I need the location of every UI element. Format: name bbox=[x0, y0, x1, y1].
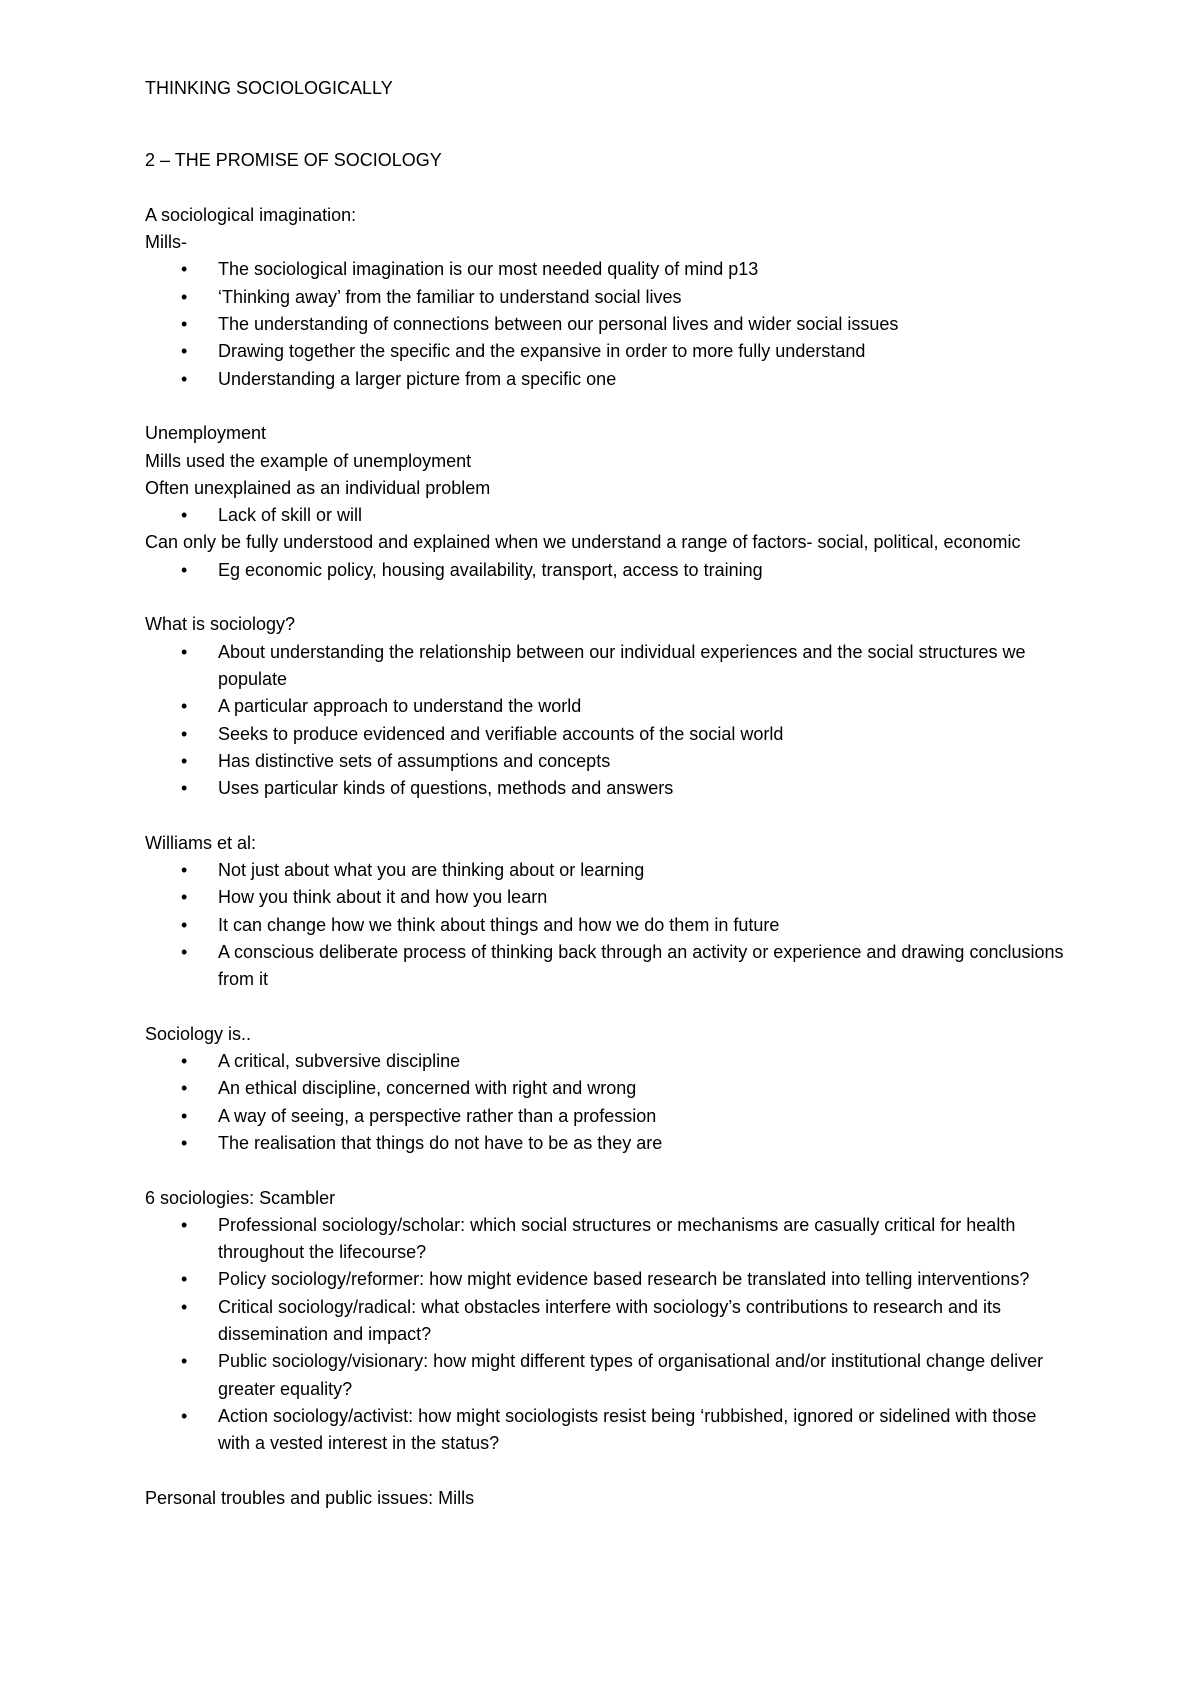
list-item-text: Not just about what you are thinking about or learning bbox=[218, 860, 645, 881]
bullet-icon: • bbox=[181, 1214, 188, 1235]
list-item bbox=[145, 748, 1070, 775]
bullet-icon: • bbox=[181, 286, 188, 307]
section-heading: Williams et al: bbox=[145, 832, 257, 853]
list-item bbox=[145, 1212, 1070, 1267]
body-text: Can only be fully understood and explained when we understand a range of factors- social, political, economic bbox=[145, 532, 1021, 553]
bullet-icon: • bbox=[181, 1078, 188, 1099]
list-item bbox=[145, 775, 1070, 802]
list-item-text: Seeks to produce evidenced and verifiable accounts of the social world bbox=[218, 723, 784, 744]
bullet-list bbox=[145, 557, 1070, 584]
list-item bbox=[145, 1048, 1070, 1075]
list-item-text: An ethical discipline, concerned with right and wrong bbox=[218, 1078, 637, 1099]
list-item-text: A particular approach to understand the world bbox=[218, 696, 582, 717]
list-item-text: About understanding the relationship between our individual experiences and the social structures we populate bbox=[218, 641, 1026, 689]
list-item-text: Policy sociology/reformer: how might evidence based research be translated into telling interventions? bbox=[218, 1269, 1030, 1290]
list-item bbox=[145, 639, 1070, 694]
list-item-text: It can change how we think about things and how we do them in future bbox=[218, 914, 780, 935]
bullet-icon: • bbox=[181, 887, 188, 908]
list-item bbox=[145, 939, 1070, 994]
bullet-icon: • bbox=[181, 368, 188, 389]
list-item bbox=[145, 721, 1070, 748]
bullet-icon: • bbox=[181, 1269, 188, 1290]
list-item-text: A critical, subversive discipline bbox=[218, 1051, 461, 1072]
list-item bbox=[145, 311, 1070, 338]
bullet-icon: • bbox=[181, 1405, 188, 1426]
bullet-icon: • bbox=[181, 860, 188, 881]
list-item-text: Action sociology/activist: how might sociologists resist being ‘rubbished, ignored or sidelined with those with a vested interest in the status? bbox=[218, 1405, 1037, 1454]
bullet-list bbox=[145, 639, 1070, 803]
body-text: Mills- bbox=[145, 232, 187, 253]
list-item-text: Lack of skill or will bbox=[218, 505, 363, 526]
section-heading: Sociology is.. bbox=[145, 1023, 252, 1044]
bullet-icon: • bbox=[181, 750, 188, 771]
section-heading: Unemployment bbox=[145, 423, 267, 444]
body-text: Often unexplained as an individual problem bbox=[145, 477, 491, 498]
list-item bbox=[145, 557, 1070, 584]
list-item bbox=[145, 912, 1070, 939]
list-item-text: How you think about it and how you learn bbox=[218, 887, 548, 908]
list-item bbox=[145, 1075, 1070, 1102]
list-item bbox=[145, 284, 1070, 311]
list-item bbox=[145, 1130, 1070, 1157]
bullet-list bbox=[145, 256, 1070, 392]
list-item bbox=[145, 857, 1070, 884]
bullet-icon: • bbox=[181, 1351, 188, 1372]
bullet-list bbox=[145, 1212, 1070, 1458]
document-header: THINKING SOCIOLOGICALLY bbox=[145, 78, 393, 98]
list-item-text: Public sociology/visionary: how might different types of organisational and/or institutional change deliver greater equality? bbox=[218, 1351, 1044, 1399]
list-item-text: Critical sociology/radical: what obstacles interfere with sociology’s contributions to research and its dissemination and impact? bbox=[218, 1296, 1002, 1345]
list-item bbox=[145, 338, 1070, 365]
bullet-icon: • bbox=[181, 259, 188, 280]
list-item-text: Professional sociology/scholar: which social structures or mechanisms are casually critical for health throughout the lifecourse? bbox=[218, 1214, 1016, 1263]
list-item-text: Drawing together the specific and the expansive in order to more fully understand bbox=[218, 341, 866, 362]
document-body bbox=[145, 202, 1070, 1485]
bullet-icon: • bbox=[181, 341, 188, 362]
bullet-icon: • bbox=[181, 1296, 188, 1317]
bullet-icon: • bbox=[181, 941, 188, 962]
bullet-icon: • bbox=[181, 1132, 188, 1153]
list-item bbox=[145, 366, 1070, 393]
list-item-text: A conscious deliberate process of thinking back through an activity or experience and drawing conclusions from it bbox=[218, 941, 1064, 990]
bullet-list bbox=[145, 1048, 1070, 1157]
list-item-text: Eg economic policy, housing availability, transport, access to training bbox=[218, 559, 763, 580]
list-item-text: A way of seeing, a perspective rather than a profession bbox=[218, 1105, 657, 1126]
bullet-icon: • bbox=[181, 778, 188, 799]
bullet-icon: • bbox=[181, 505, 188, 526]
list-item bbox=[145, 1294, 1070, 1349]
bullet-icon: • bbox=[181, 914, 188, 935]
list-item-text: Uses particular kinds of questions, methods and answers bbox=[218, 778, 674, 799]
bullet-list bbox=[145, 857, 1070, 993]
list-item-text: The sociological imagination is our most needed quality of mind p13 bbox=[218, 259, 759, 280]
bullet-icon: • bbox=[181, 641, 188, 662]
list-item bbox=[145, 1403, 1070, 1458]
bullet-icon: • bbox=[181, 559, 188, 580]
bullet-icon: • bbox=[181, 314, 188, 335]
list-item-text: The realisation that things do not have to be as they are bbox=[218, 1132, 663, 1153]
list-item bbox=[145, 1266, 1070, 1293]
bullet-icon: • bbox=[181, 1051, 188, 1072]
list-item-text: Understanding a larger picture from a specific one bbox=[218, 368, 617, 389]
list-item bbox=[145, 502, 1070, 529]
section-heading: What is sociology? bbox=[145, 614, 296, 635]
list-item bbox=[145, 693, 1070, 720]
list-item bbox=[145, 1103, 1070, 1130]
list-item bbox=[145, 256, 1070, 283]
bullet-list bbox=[145, 502, 1070, 529]
list-item-text: The understanding of connections between our personal lives and wider social issues bbox=[218, 314, 899, 335]
chapter-title: 2 – THE PROMISE OF SOCIOLOGY bbox=[145, 150, 442, 171]
closing-heading: Personal troubles and public issues: Mills bbox=[145, 1487, 475, 1508]
list-item bbox=[145, 884, 1070, 911]
body-text: Mills used the example of unemployment bbox=[145, 450, 472, 471]
section-heading: 6 sociologies: Scambler bbox=[145, 1187, 336, 1208]
bullet-icon: • bbox=[181, 696, 188, 717]
list-item-text: Has distinctive sets of assumptions and concepts bbox=[218, 750, 611, 771]
list-item-text: ‘Thinking away’ from the familiar to understand social lives bbox=[218, 286, 682, 307]
bullet-icon: • bbox=[181, 1105, 188, 1126]
list-item bbox=[145, 1348, 1070, 1403]
bullet-icon: • bbox=[181, 723, 188, 744]
section-heading: A sociological imagination: bbox=[145, 204, 357, 225]
